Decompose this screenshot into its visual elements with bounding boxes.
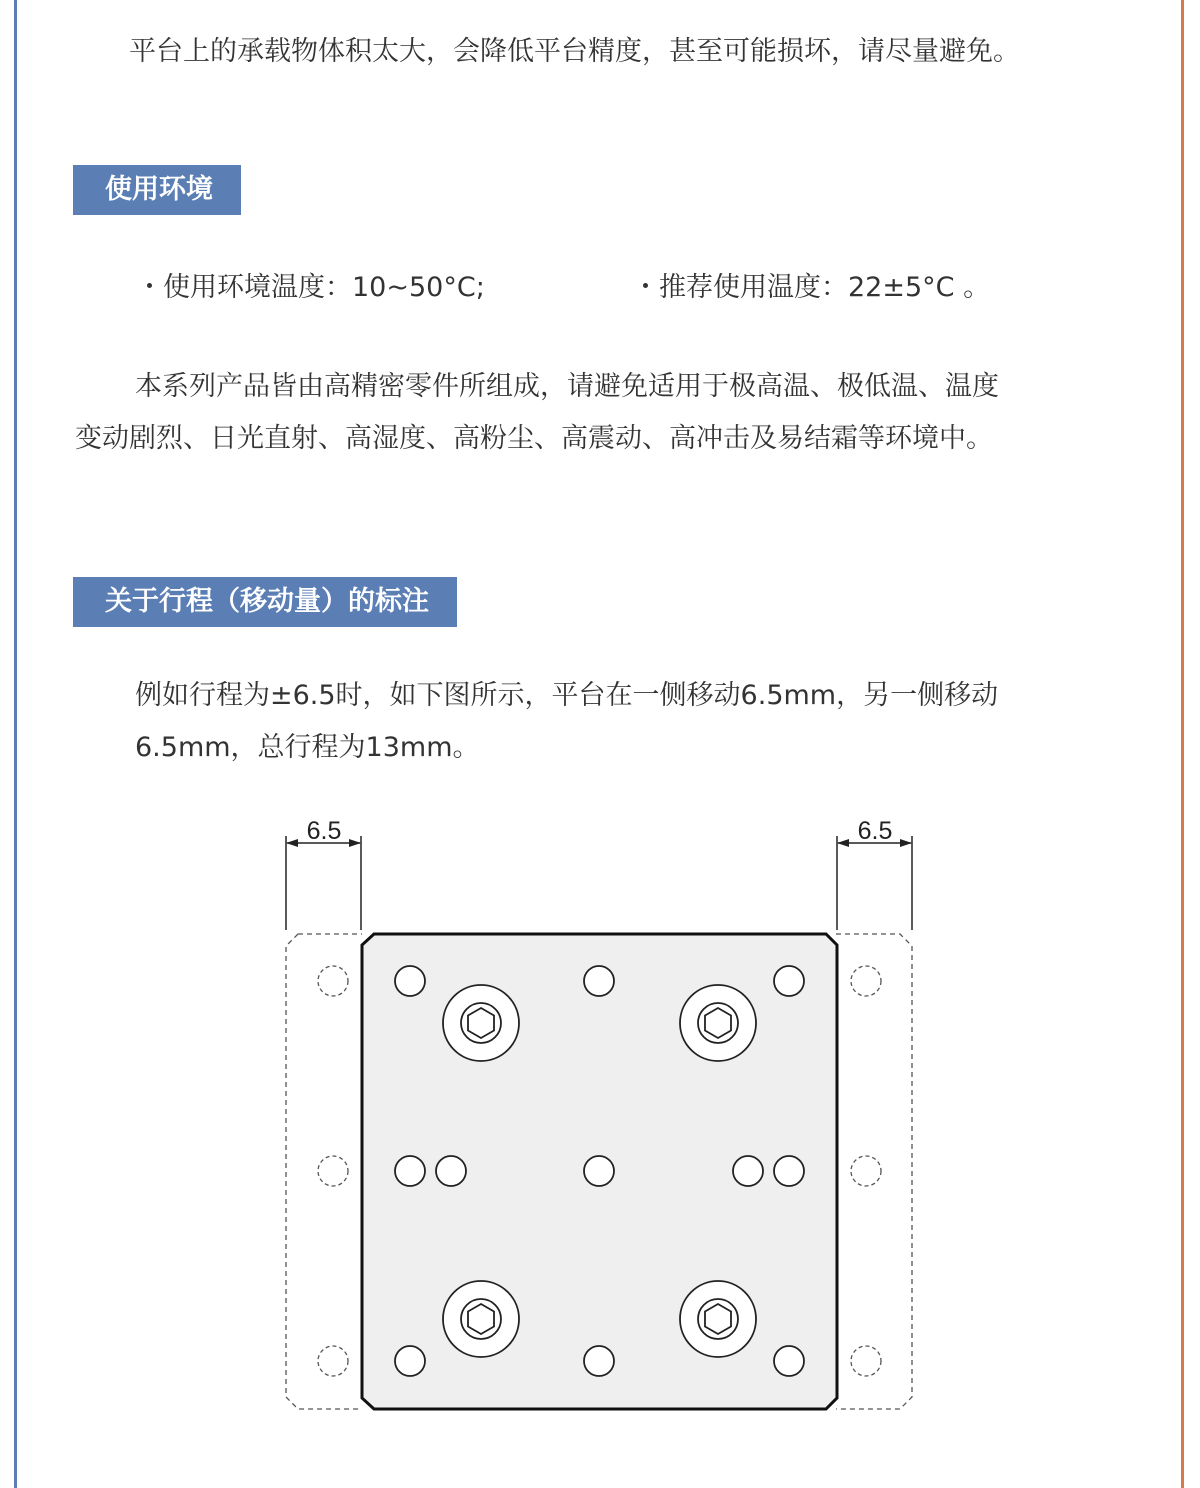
plate-hole [584,1156,614,1186]
stroke-paragraph-line-1: 例如行程为±6.5时，如下图所示，平台在一侧移动6.5mm，另一侧移动 [135,680,999,711]
screw-bottom-left [443,1281,519,1357]
section-heading-stroke: 关于行程（移动量）的标注 [73,577,457,627]
environment-paragraph-line-1: 本系列产品皆由高精密零件所组成，请避免适用于极高温、极低温、温度 [135,371,999,402]
right-dimension-label: 6.5 [857,817,893,845]
ghost-hole [851,966,881,996]
plate-hole [733,1156,763,1186]
right-dimension [837,817,912,930]
intro-paragraph: 平台上的承载物体积太大，会降低平台精度，甚至可能损坏，请尽量避免。 [129,36,1020,67]
ghost-hole [318,1346,348,1376]
plate-hole [436,1156,466,1186]
bullet-operating-temperature: ・使用环境温度：10~50°C; [136,272,485,303]
ghost-hole [851,1156,881,1186]
ghost-hole [318,966,348,996]
screw-top-right [680,985,756,1061]
plate-hole [395,1156,425,1186]
environment-paragraph-line-2: 变动剧烈、日光直射、高湿度、高粉尘、高震动、高冲击及易结霜等环境中。 [75,423,993,454]
ghost-hole [318,1156,348,1186]
bullet-recommended-temperature: ・推荐使用温度：22±5°C 。 [632,272,991,303]
plate-hole [774,1156,804,1186]
stroke-paragraph-line-2: 6.5mm，总行程为13mm。 [135,732,480,763]
screw-bottom-right [680,1281,756,1357]
environment-paragraph [75,361,1135,465]
screw-top-left [443,985,519,1061]
left-dimension [286,817,361,930]
stroke-diagram [0,800,1200,1420]
plate-hole [395,1346,425,1376]
stroke-paragraph [135,670,1135,774]
plate-hole [584,966,614,996]
plate-hole [584,1346,614,1376]
plate-hole [395,966,425,996]
ghost-hole [851,1346,881,1376]
plate-hole [774,966,804,996]
plate-hole [774,1346,804,1376]
section-heading-environment: 使用环境 [73,165,241,215]
left-dimension-label: 6.5 [306,817,342,845]
